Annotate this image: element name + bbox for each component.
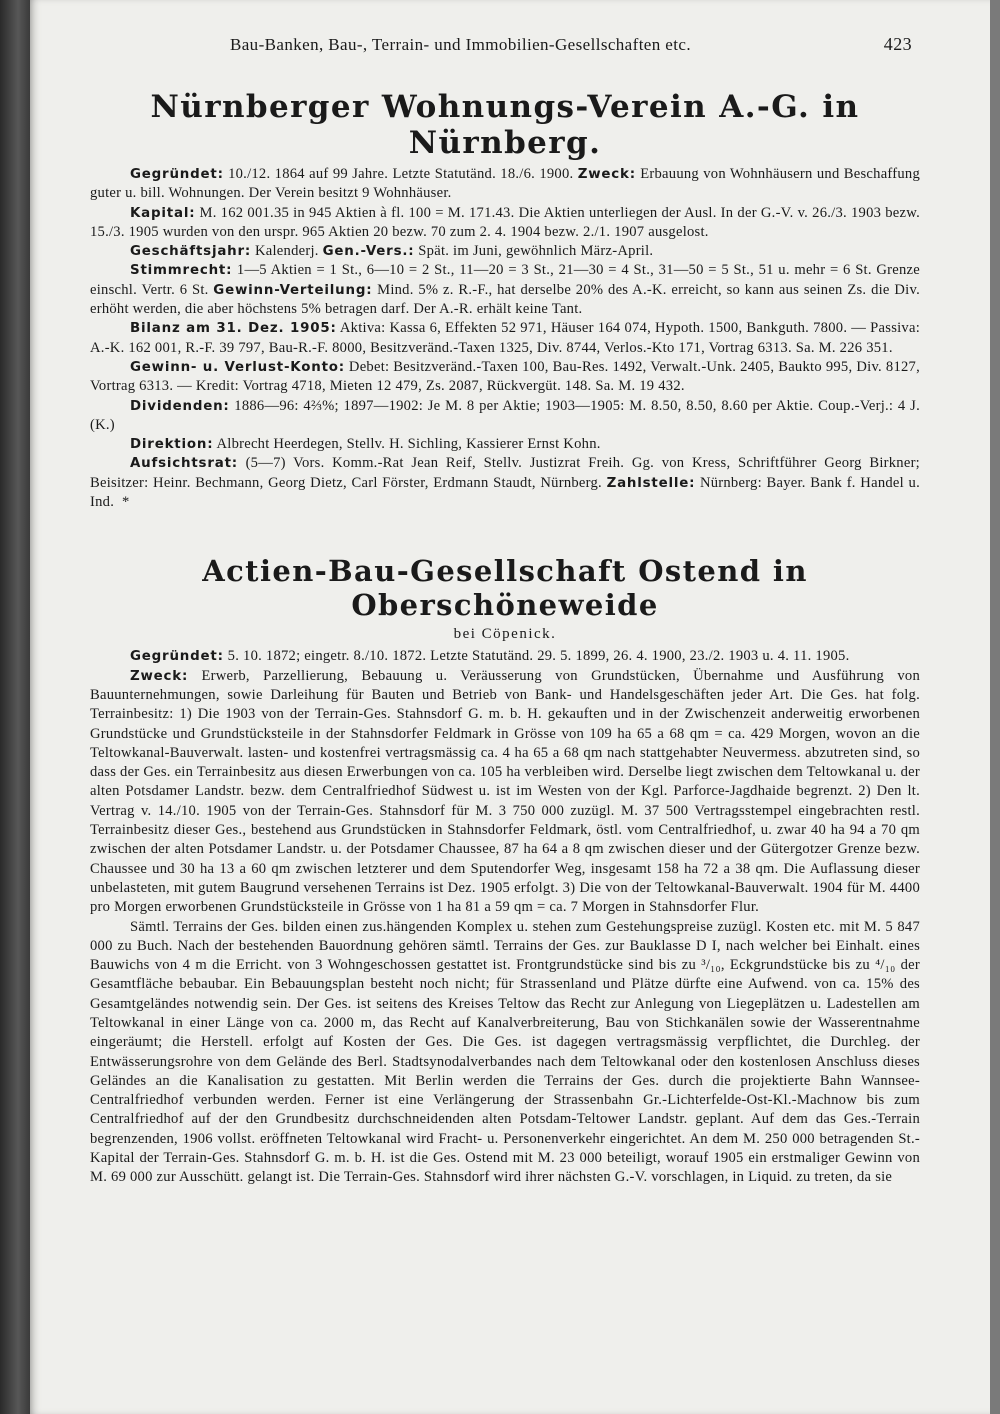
text-dividenden: 1886—96: 4⅔%; 1897—1902: Je M. 8 per Aktie; 1903—1905: M. 8.50, 8.50, 8.60 per Aktie. Coup.-Verj.: 4 J. (K.) [90,397,920,433]
label-bilanz: Bilanz am 31. Dez. 1905: [130,321,337,337]
label-stimmrecht: Stimmrecht: [130,263,233,279]
page-number: 423 [883,34,912,54]
text-gewinn-verteilung: Mind. 5% z. R.-F., hat derselbe 20% des A.-K. erreicht, so kann aus seinen Zs. die Div. erhöht werden, die aber höchstens 5% betragen darf. Der A.-R. erhält keine Tant. [90,281,920,318]
section-stimmrecht [90,261,920,319]
label-direktion: Direktion: [130,437,214,453]
label-zahlstelle: Zahlstelle: [606,475,696,491]
company-title-nuernberger: Nürnberger Wohnungs-Verein A.-G. in Nürnberg. [150,89,860,161]
label-gewinn-verlust: Gewinn- u. Verlust-Konto: [130,359,345,375]
text-stimmrecht: 1—5 Aktien = 1 St., 6—10 = 2 St., 11—20 = 3 St., 21—30 = 4 St., 31—50 = 5 St., 51 u. mehr = 6 St. Grenze einschl. Vertr. 6 St. [90,262,921,298]
section-bilanz [90,319,920,358]
text-aufsichtsrat: (5—7) Vors. Komm.-Rat Jean Reif, Stellv. Justizrat Freih. Gg. von Kress, Schriftführer Georg Birkner; Beisitzer: Heinr. Bechmann, Georg Dietz, Carl Förster, Erdmann Staudt, Nürnberg. [90,455,920,491]
section-ostend-gegruendet [90,647,920,666]
running-title: Bau-Banken, Bau-, Terrain- und Immobilien-Gesellschaften etc. [230,35,691,54]
section-ostend-zweck [90,667,920,918]
text-zahlstelle: Nürnberg: Bayer. Bank f. Handel u. Ind. [90,474,920,511]
text-kapital: M. 162 001.35 in 945 Aktien à fl. 100 = M. 171.43. Die Aktien unterliegen der Ausl. In der G.-V. v. 26./3. 1903 bezw. 15./3. 1905 wurden von den urspr. 965 Aktien 20 bezw. 70 zum 2. 4. 1904 bezw. 2./1. 1907 ausgelost. [90,204,920,240]
company-subtitle-ostend: bei Cöpenick. [453,626,557,643]
label-dividenden: Dividenden: [130,398,230,414]
label-aufsichtsrat: Aufsichtsrat: [130,456,238,472]
text-direktion: Albrecht Heerdegen, Stellv. H. Sichling, Kassierer Ernst Kohn. [216,436,601,453]
section-aufsichtsrat [90,454,920,512]
section-gewinn-verlust [90,358,920,397]
label-kapital: Kapital: [130,205,196,221]
section-direktion [90,435,920,454]
entry-end-mark: * [122,494,130,511]
label-zweck: Zweck: [577,167,636,182]
label-ostend-zweck: Zweck: [130,668,189,684]
section-kapital [90,204,920,243]
running-header [90,34,920,55]
text-gen-vers: Spät. im Juni, gewöhnlich März-April. [418,243,654,260]
label-gewinn-verteilung: Gewinn-Verteilung: [213,282,373,298]
text-zweck: Erbauung von Wohnhäusern und Beschaffung guter u. bill. Wohnungen. Der Verein besitzt 9 Wohnhäuser. [90,166,921,202]
label-ostend-gegruendet: Gegründet: [130,649,224,665]
section-geschaeftsjahr [90,242,920,261]
company-title-ostend: Actien-Bau-Gesellschaft Ostend in Oberschöneweide [202,554,808,623]
company-entry-nuernberger [90,165,920,512]
text-bilanz: Aktiva: Kassa 6, Effekten 52 971, Häuser 164 074, Hypoth. 1500, Bankguth. 7800. — Passiva: A.-K. 162 001, R.-F. 39 797, Bau-R.-F. 8000, Besitzveränd.-Taxen 1325, Div. 8744, Verlos.-Kto 171, Vortrag 6313. Sa. M. 226 351. [90,320,921,356]
text-ostend-zweck: Erwerb, Parzellierung, Bebauung u. Veräusserung von Grundstücken, Übernahme und Ausführung von Bauunternehmungen, sowie Darleihung für Bauten und Betrieb von Bank- und Handelsgeschäften jeder Art. Die Ges. hat folg. Terrainbesitz: 1) Die 1903 von der Terrain-Ges. Stahnsdorf G. m. b. H. gekauften und in der Zwischenzeit anderweitig erworbenen Grundstücke und Grundstücksteile in der Stahnsdorfer Feldmark in Grösse von 109 ha 65 a 68 qm = ca. 429 Morgen, wovon an die Teltowkanal-Bauverwalt. lasten- und kostenfrei vertragsmässig ca. 4 ha 65 a 68 qm nach stattgehabter Neuvermess. abzutreten sind, so dass der Ges. ein Terrainbesitz aus diesen Erwerbungen von ca. 105 ha verbleiben wird. Derselbe liegt zwischen dem Teltowkanal u. der alten Potsdamer Landstr. bezw. dem Centralfriedhof Südwest u. ist im Westen von der Kgl. Parforce-Jagdhaide begrenzt. 2) Den lt. Vertrag v. 14./10. 1905 von der Terrain-Ges. Stahnsdorf für M. 3 750 000 zuzügl. M. 37 500 Vertragsstempel eingebrachten restl. Terrainbesitz dieser Ges., bestehend aus Grundstücken in Stahnsdorfer Feldmark, östl. vom Centralfriedhof, u. zwar 40 ha 94 a 70 qm zwischen der alten Potsdamer Landstr. u. der Potsdamer Chaussee, 87 ha 64 a 8 qm zwischen dieser und der Gütergotzer Grenze bezw. Chaussee und 30 ha 13 a 60 qm zwischen letzterer und dem Sputendorfer Weg, insgesamt 158 ha 72 a 38 qm. Die Auflassung dieser unbelasteten, mit gutem Baugrund versehenen Terrains ist Dez. 1905 erfolgt. 3) Die von der Teltowkanal-Bauverwalt. 1904 für M. 4400 pro Morgen erworbenen Grundstücksteile in Grösse von 1 ha 81 a 59 qm = ca. 7 Morgen in Stahnsdorfer Flur. [90,667,920,916]
page-content [90,34,920,1188]
book-binding-edge [0,0,30,1414]
section-dividenden [90,397,920,436]
paragraph-ostend-terrains: Sämtl. Terrains der Ges. bilden einen zus.hängenden Komplex u. stehen zum Gestehungspreise zuzügl. Kosten etc. mit M. 5 847 000 zu Buch. Nach der bestehenden Bauordnung gehören sämtl. Terrains der Ges. zur Bauklasse D I, nach welcher bei Einhalt. eines Bauwichs von 4 m die Erricht. von 3 Wohngeschossen gestattet ist. Frontgrundstücke sind bis zu ³/₁₀, Eckgrundstücke bis zu ⁴/₁₀ der Gesamtfläche bebaubar. Ein Bebauungsplan besteht noch nicht; für Strassenland und Plätze dürfte eine Aufwend. von ca. 15% des Gesamtgeländes notwendig sein. Der Ges. ist seitens des Kreises Teltow das Recht zur Anlegung von Liegeplätzen u. Ladestellen am Teltowkanal in einer Länge von ca. 2000 m, das Recht auf Kanalverbreiterung, Bau von Stichkanälen sowie der Wasserentnahme eingeräumt; die Herstell. erfolgt auf Kosten der Ges. Die Ges. ist dagegen vertragsmässig verpflichtet, die Durchleg. der Entwässerungsrohre von dem Gelände des Berl. Stadtsynodalverbandes nach dem Teltowkanal oder den kostenlosen Anschluss dieses Geländes an die Kanalisation zu gestatten. Mit Berlin werden die Terrains der Ges. durch die projektierte Bahn Wannsee-Centralfriedhof verbunden werden. Ferner ist eine Verlängerung der Strassenbahn Gr.-Lichterfelde-Ost-Kl.-Machnow bis zum Centralfriedhof auf der den Grundbesitz durchschneidenden alten Potsdam-Teltower Landstr. geplant. Auf dem das Ges.-Terrain begrenzenden, 1906 vollst. eröffneten Teltowkanal wird Fracht- u. Personenverkehr eingerichtet. An dem M. 250 000 betragenden St.-Kapital der Terrain-Ges. Stahnsdorf G. m. b. H. ist die Ges. Ostend mit M. 23 000 beteiligt, worauf 1905 ein erstmaliger Gewinn von M. 69 000 zur Ausschütt. gelangt ist. Die Terrain-Ges. Stahnsdorf wird ihrer nächsten G.-V. vorschlagen, in Liquid. zu treten, da sie [90,918,920,1186]
text-geschaeftsjahr: Kalenderj. [254,243,319,260]
section-gegruendet-zweck [90,165,920,204]
label-geschaeftsjahr: Geschäftsjahr: [130,244,252,260]
company-entry-ostend [90,647,920,1187]
label-gegruendet: Gegründet: [130,167,224,182]
label-gen-vers: Gen.-Vers.: [322,244,415,260]
text-ostend-gegruendet: 5. 10. 1872; eingetr. 8./10. 1872. Letzte Statutänd. 29. 5. 1899, 26. 4. 1900, 23./2. 1903 u. 4. 11. 1905. [227,648,850,665]
scanned-page [30,0,990,1414]
text-gegruendet: 10./12. 1864 auf 99 Jahre. Letzte Statutänd. 18./6. 1900. [228,166,574,182]
text-gewinn-verlust: Debet: Besitzveränd.-Taxen 100, Bau-Res. 1492, Verwalt.-Unk. 2405, Baukto 995, Div. 8127, Vortrag 6313. — Kredit: Vortrag 4718, Mieten 12 479, Zs. 2087, Rückvergüt. 148. Sa. M. 19 432. [90,358,920,395]
